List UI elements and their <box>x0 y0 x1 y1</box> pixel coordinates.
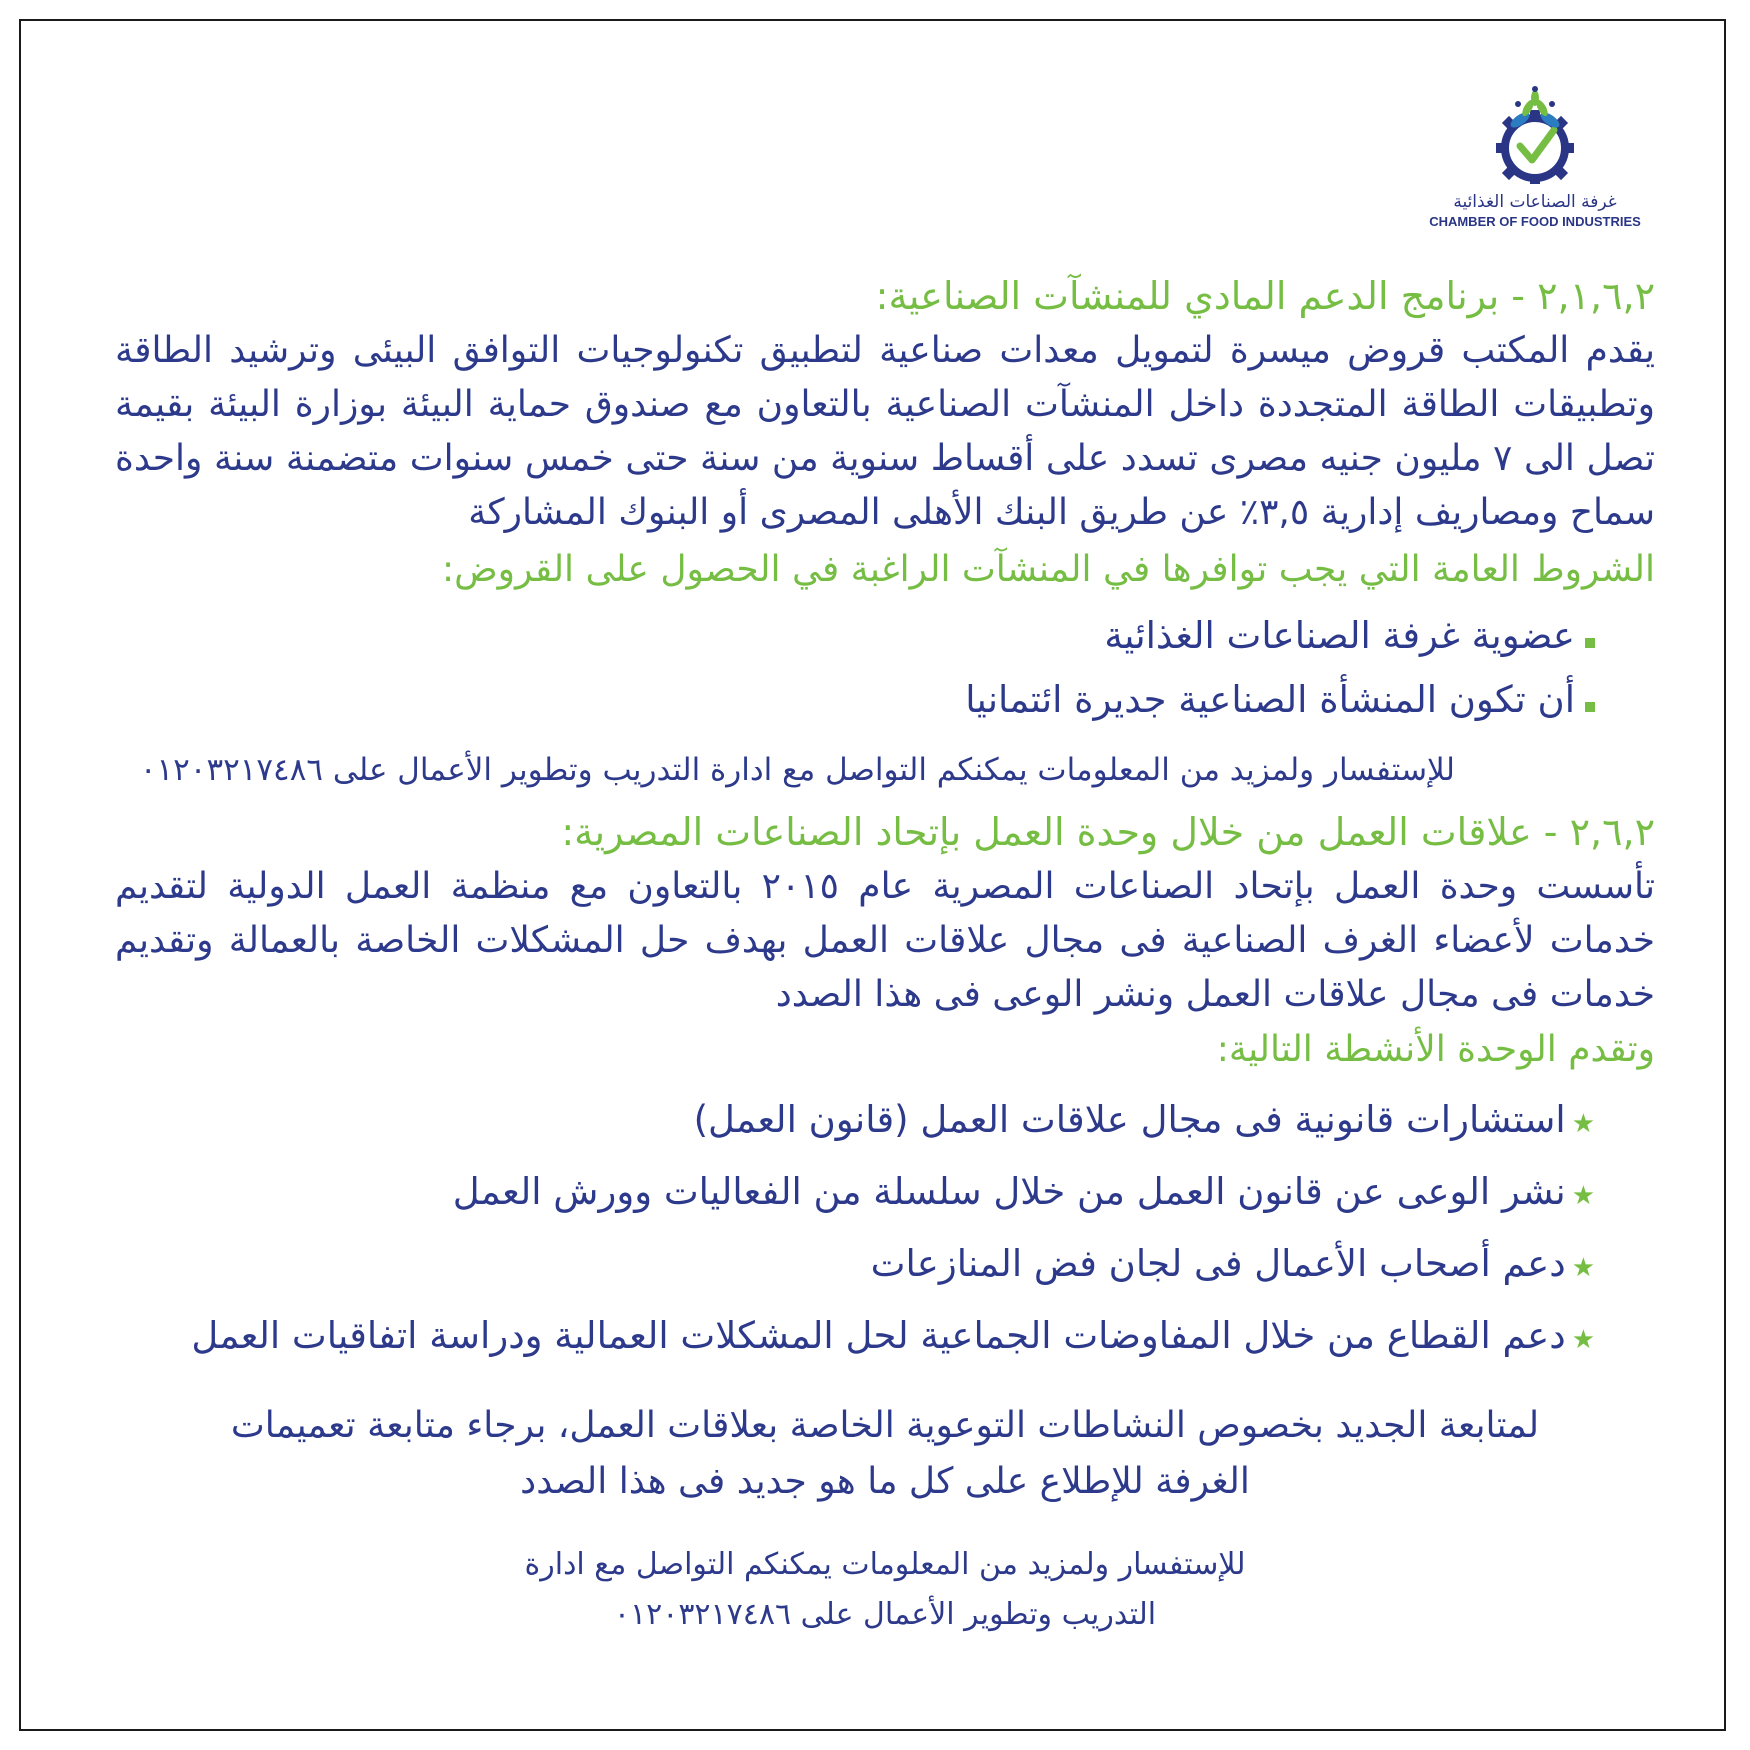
section2-contact <box>115 1540 1655 1640</box>
activity-text: استشارات قانونية فى مجال علاقات العمل (قانون العمل) <box>693 1098 1566 1141</box>
section1-heading: ٢,١,٦,٢ - برنامج الدعم المادي للمنشآت الصناعية: <box>875 274 1655 318</box>
document-content <box>115 268 1655 1640</box>
list-item <box>115 604 1595 668</box>
list-item <box>115 1300 1595 1372</box>
conditions-list <box>115 604 1655 732</box>
logo-name-english: CHAMBER OF FOOD INDUSTRIES <box>1429 214 1641 229</box>
conditions-title: الشروط العامة التي يجب توافرها في المنشآت الراغبة في الحصول على القروض: <box>441 549 1655 590</box>
star-bullet-icon: ★ <box>1571 1109 1595 1139</box>
gear-leaf-icon <box>1480 86 1590 186</box>
section2-contact-line2: التدريب وتطوير الأعمال على ٠١٢٠٣٢١٧٤٨٦ <box>613 1597 1157 1632</box>
list-item <box>115 1228 1595 1300</box>
chamber-logo <box>1410 86 1660 229</box>
follow-note-line2: الغرفة للإطلاع على كل ما هو جديد فى هذا الصدد <box>520 1461 1250 1502</box>
condition-text: عضوية غرفة الصناعات الغذائية <box>1104 614 1575 657</box>
section2-heading: ٢,٦,٢ - علاقات العمل من خلال وحدة العمل بإتحاد الصناعات المصرية: <box>561 810 1655 854</box>
follow-note-line1: لمتابعة الجديد بخصوص النشاطات التوعوية الخاصة بعلاقات العمل، برجاء متابعة تعميمات <box>230 1405 1540 1446</box>
list-item <box>115 1156 1595 1228</box>
follow-note <box>115 1398 1655 1510</box>
logo-name-arabic: غرفة الصناعات الغذائية <box>1453 192 1617 212</box>
activity-text: دعم أصحاب الأعمال فى لجان فض المنازعات <box>870 1242 1566 1285</box>
square-bullet-icon <box>1585 702 1595 712</box>
activities-list <box>115 1084 1655 1372</box>
section1-contact: للإستفسار ولمزيد من المعلومات يمكنكم التواصل مع ادارة التدريب وتطوير الأعمال على ٠١٢٠٣٢١٧٤٨٦ <box>139 752 1455 788</box>
activity-text: دعم القطاع من خلال المفاوضات الجماعية لحل المشكلات العمالية ودراسة اتفاقيات العمل <box>191 1314 1566 1357</box>
section2-contact-line1: للإستفسار ولمزيد من المعلومات يمكنكم التواصل مع ادارة <box>524 1547 1246 1582</box>
activity-text: نشر الوعى عن قانون العمل من خلال سلسلة من الفعاليات وورش العمل <box>452 1170 1566 1213</box>
list-item <box>115 1084 1595 1156</box>
activities-title: وتقدم الوحدة الأنشطة التالية: <box>1216 1029 1655 1070</box>
star-bullet-icon: ★ <box>1571 1253 1595 1283</box>
list-item <box>115 668 1595 732</box>
square-bullet-icon <box>1585 638 1595 648</box>
star-bullet-icon: ★ <box>1571 1181 1595 1211</box>
section2-body: تأسست وحدة العمل بإتحاد الصناعات المصرية عام ٢٠١٥ بالتعاون مع منظمة العمل الدولية لتقديم خدمات لأعضاء الغرف الصناعية فى مجال علاقات العمل بهدف حل المشكلات الخاصة بالعمالة وتقديم خدمات فى مجال علاقات العمل ونشر الوعى فى هذا الصدد <box>115 866 1656 1015</box>
condition-text: أن تكون المنشأة الصناعية جديرة ائتمانيا <box>965 678 1575 721</box>
star-bullet-icon: ★ <box>1571 1325 1595 1355</box>
section1-body: يقدم المكتب قروض ميسرة لتمويل معدات صناعية لتطبيق تكنولوجيات التوافق البيئى وترشيد الطاقة وتطبيقات الطاقة المتجددة داخل المنشآت الصناعية بالتعاون مع صندوق حماية البيئة بوزارة البيئة بقيمة تصل الى ٧ مليون جنيه مصرى تسدد على أقساط سنوية من سنة حتى خمس سنوات متضمنة سنة واحدة سماح ومصاريف إدارية ٣,٥٪ عن طريق البنك الأهلى المصرى أو البنوك المشاركة <box>115 330 1655 533</box>
